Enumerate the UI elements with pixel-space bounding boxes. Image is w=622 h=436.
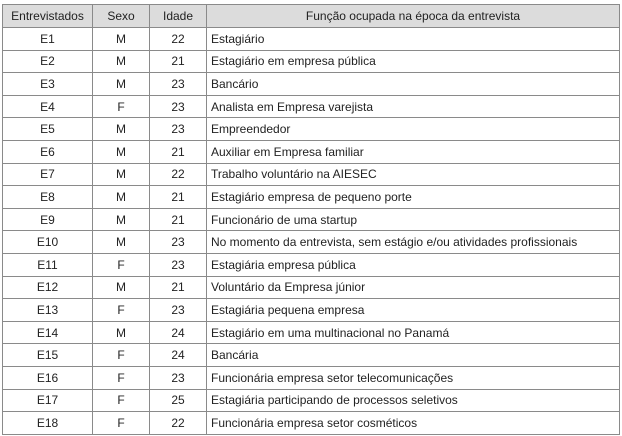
cell-age: 24 xyxy=(150,321,207,344)
cell-age: 23 xyxy=(150,299,207,322)
cell-age: 22 xyxy=(150,412,207,435)
cell-role: Estagiária pequena empresa xyxy=(207,299,620,322)
cell-sex: M xyxy=(93,28,150,51)
cell-sex: F xyxy=(93,253,150,276)
cell-role: Estagiário em empresa pública xyxy=(207,50,620,73)
cell-sex: M xyxy=(93,140,150,163)
cell-role: Funcionário de uma startup xyxy=(207,208,620,231)
cell-age: 24 xyxy=(150,344,207,367)
cell-interviewee: E16 xyxy=(3,366,93,389)
cell-sex: F xyxy=(93,344,150,367)
cell-interviewee: E1 xyxy=(3,28,93,51)
cell-role: Estagiária participando de processos seletivos xyxy=(207,389,620,412)
cell-interviewee: E4 xyxy=(3,95,93,118)
cell-role: Voluntário da Empresa júnior xyxy=(207,276,620,299)
cell-interviewee: E8 xyxy=(3,186,93,209)
cell-role: Empreendedor xyxy=(207,118,620,141)
table-row xyxy=(3,253,620,276)
header-row xyxy=(3,5,620,28)
table-row xyxy=(3,140,620,163)
header-sex: Sexo xyxy=(93,5,150,28)
cell-interviewee: E17 xyxy=(3,389,93,412)
cell-age: 23 xyxy=(150,231,207,254)
cell-interviewee: E15 xyxy=(3,344,93,367)
table-header xyxy=(3,5,620,28)
cell-sex: F xyxy=(93,366,150,389)
cell-role: Analista em Empresa varejista xyxy=(207,95,620,118)
cell-role: Funcionária empresa setor cosméticos xyxy=(207,412,620,435)
cell-age: 21 xyxy=(150,50,207,73)
cell-role: Estagiário xyxy=(207,28,620,51)
table-row xyxy=(3,412,620,435)
cell-interviewee: E3 xyxy=(3,73,93,96)
cell-interviewee: E11 xyxy=(3,253,93,276)
cell-age: 22 xyxy=(150,163,207,186)
table-row xyxy=(3,118,620,141)
cell-interviewee: E7 xyxy=(3,163,93,186)
cell-age: 21 xyxy=(150,208,207,231)
table-row xyxy=(3,163,620,186)
cell-sex: F xyxy=(93,95,150,118)
cell-interviewee: E14 xyxy=(3,321,93,344)
cell-age: 23 xyxy=(150,95,207,118)
cell-age: 23 xyxy=(150,366,207,389)
cell-sex: M xyxy=(93,50,150,73)
cell-age: 23 xyxy=(150,73,207,96)
table-row xyxy=(3,73,620,96)
cell-interviewee: E9 xyxy=(3,208,93,231)
cell-role: Funcionária empresa setor telecomunicações xyxy=(207,366,620,389)
cell-interviewee: E2 xyxy=(3,50,93,73)
cell-sex: M xyxy=(93,163,150,186)
table-row xyxy=(3,276,620,299)
table-row xyxy=(3,28,620,51)
header-interviewees: Entrevistados xyxy=(3,5,93,28)
cell-role: Trabalho voluntário na AIESEC xyxy=(207,163,620,186)
cell-age: 21 xyxy=(150,140,207,163)
table-row xyxy=(3,50,620,73)
cell-sex: M xyxy=(93,73,150,96)
cell-interviewee: E13 xyxy=(3,299,93,322)
cell-age: 21 xyxy=(150,276,207,299)
cell-role: Estagiário empresa de pequeno porte xyxy=(207,186,620,209)
cell-age: 23 xyxy=(150,253,207,276)
cell-interviewee: E10 xyxy=(3,231,93,254)
cell-sex: M xyxy=(93,186,150,209)
cell-age: 21 xyxy=(150,186,207,209)
cell-role: Bancária xyxy=(207,344,620,367)
table-row xyxy=(3,299,620,322)
cell-role: Estagiária empresa pública xyxy=(207,253,620,276)
cell-role: No momento da entrevista, sem estágio e/ou atividades profissionais xyxy=(207,231,620,254)
cell-sex: M xyxy=(93,321,150,344)
cell-role: Auxiliar em Empresa familiar xyxy=(207,140,620,163)
cell-interviewee: E18 xyxy=(3,412,93,435)
cell-sex: M xyxy=(93,231,150,254)
cell-interviewee: E5 xyxy=(3,118,93,141)
cell-sex: M xyxy=(93,118,150,141)
table-row xyxy=(3,95,620,118)
cell-sex: F xyxy=(93,299,150,322)
table-row xyxy=(3,208,620,231)
table-row xyxy=(3,186,620,209)
header-age: Idade xyxy=(150,5,207,28)
cell-role: Estagiário em uma multinacional no Panamá xyxy=(207,321,620,344)
cell-role: Bancário xyxy=(207,73,620,96)
interviewees-table xyxy=(2,4,620,435)
table-body xyxy=(3,28,620,435)
cell-sex: M xyxy=(93,208,150,231)
table-row xyxy=(3,389,620,412)
table-row xyxy=(3,231,620,254)
cell-interviewee: E6 xyxy=(3,140,93,163)
table-row xyxy=(3,321,620,344)
header-role: Função ocupada na época da entrevista xyxy=(207,5,620,28)
interviewees-table-container xyxy=(2,4,620,435)
cell-age: 23 xyxy=(150,118,207,141)
cell-sex: F xyxy=(93,389,150,412)
cell-sex: F xyxy=(93,412,150,435)
cell-age: 25 xyxy=(150,389,207,412)
cell-sex: M xyxy=(93,276,150,299)
table-row xyxy=(3,366,620,389)
cell-interviewee: E12 xyxy=(3,276,93,299)
table-row xyxy=(3,344,620,367)
cell-age: 22 xyxy=(150,28,207,51)
